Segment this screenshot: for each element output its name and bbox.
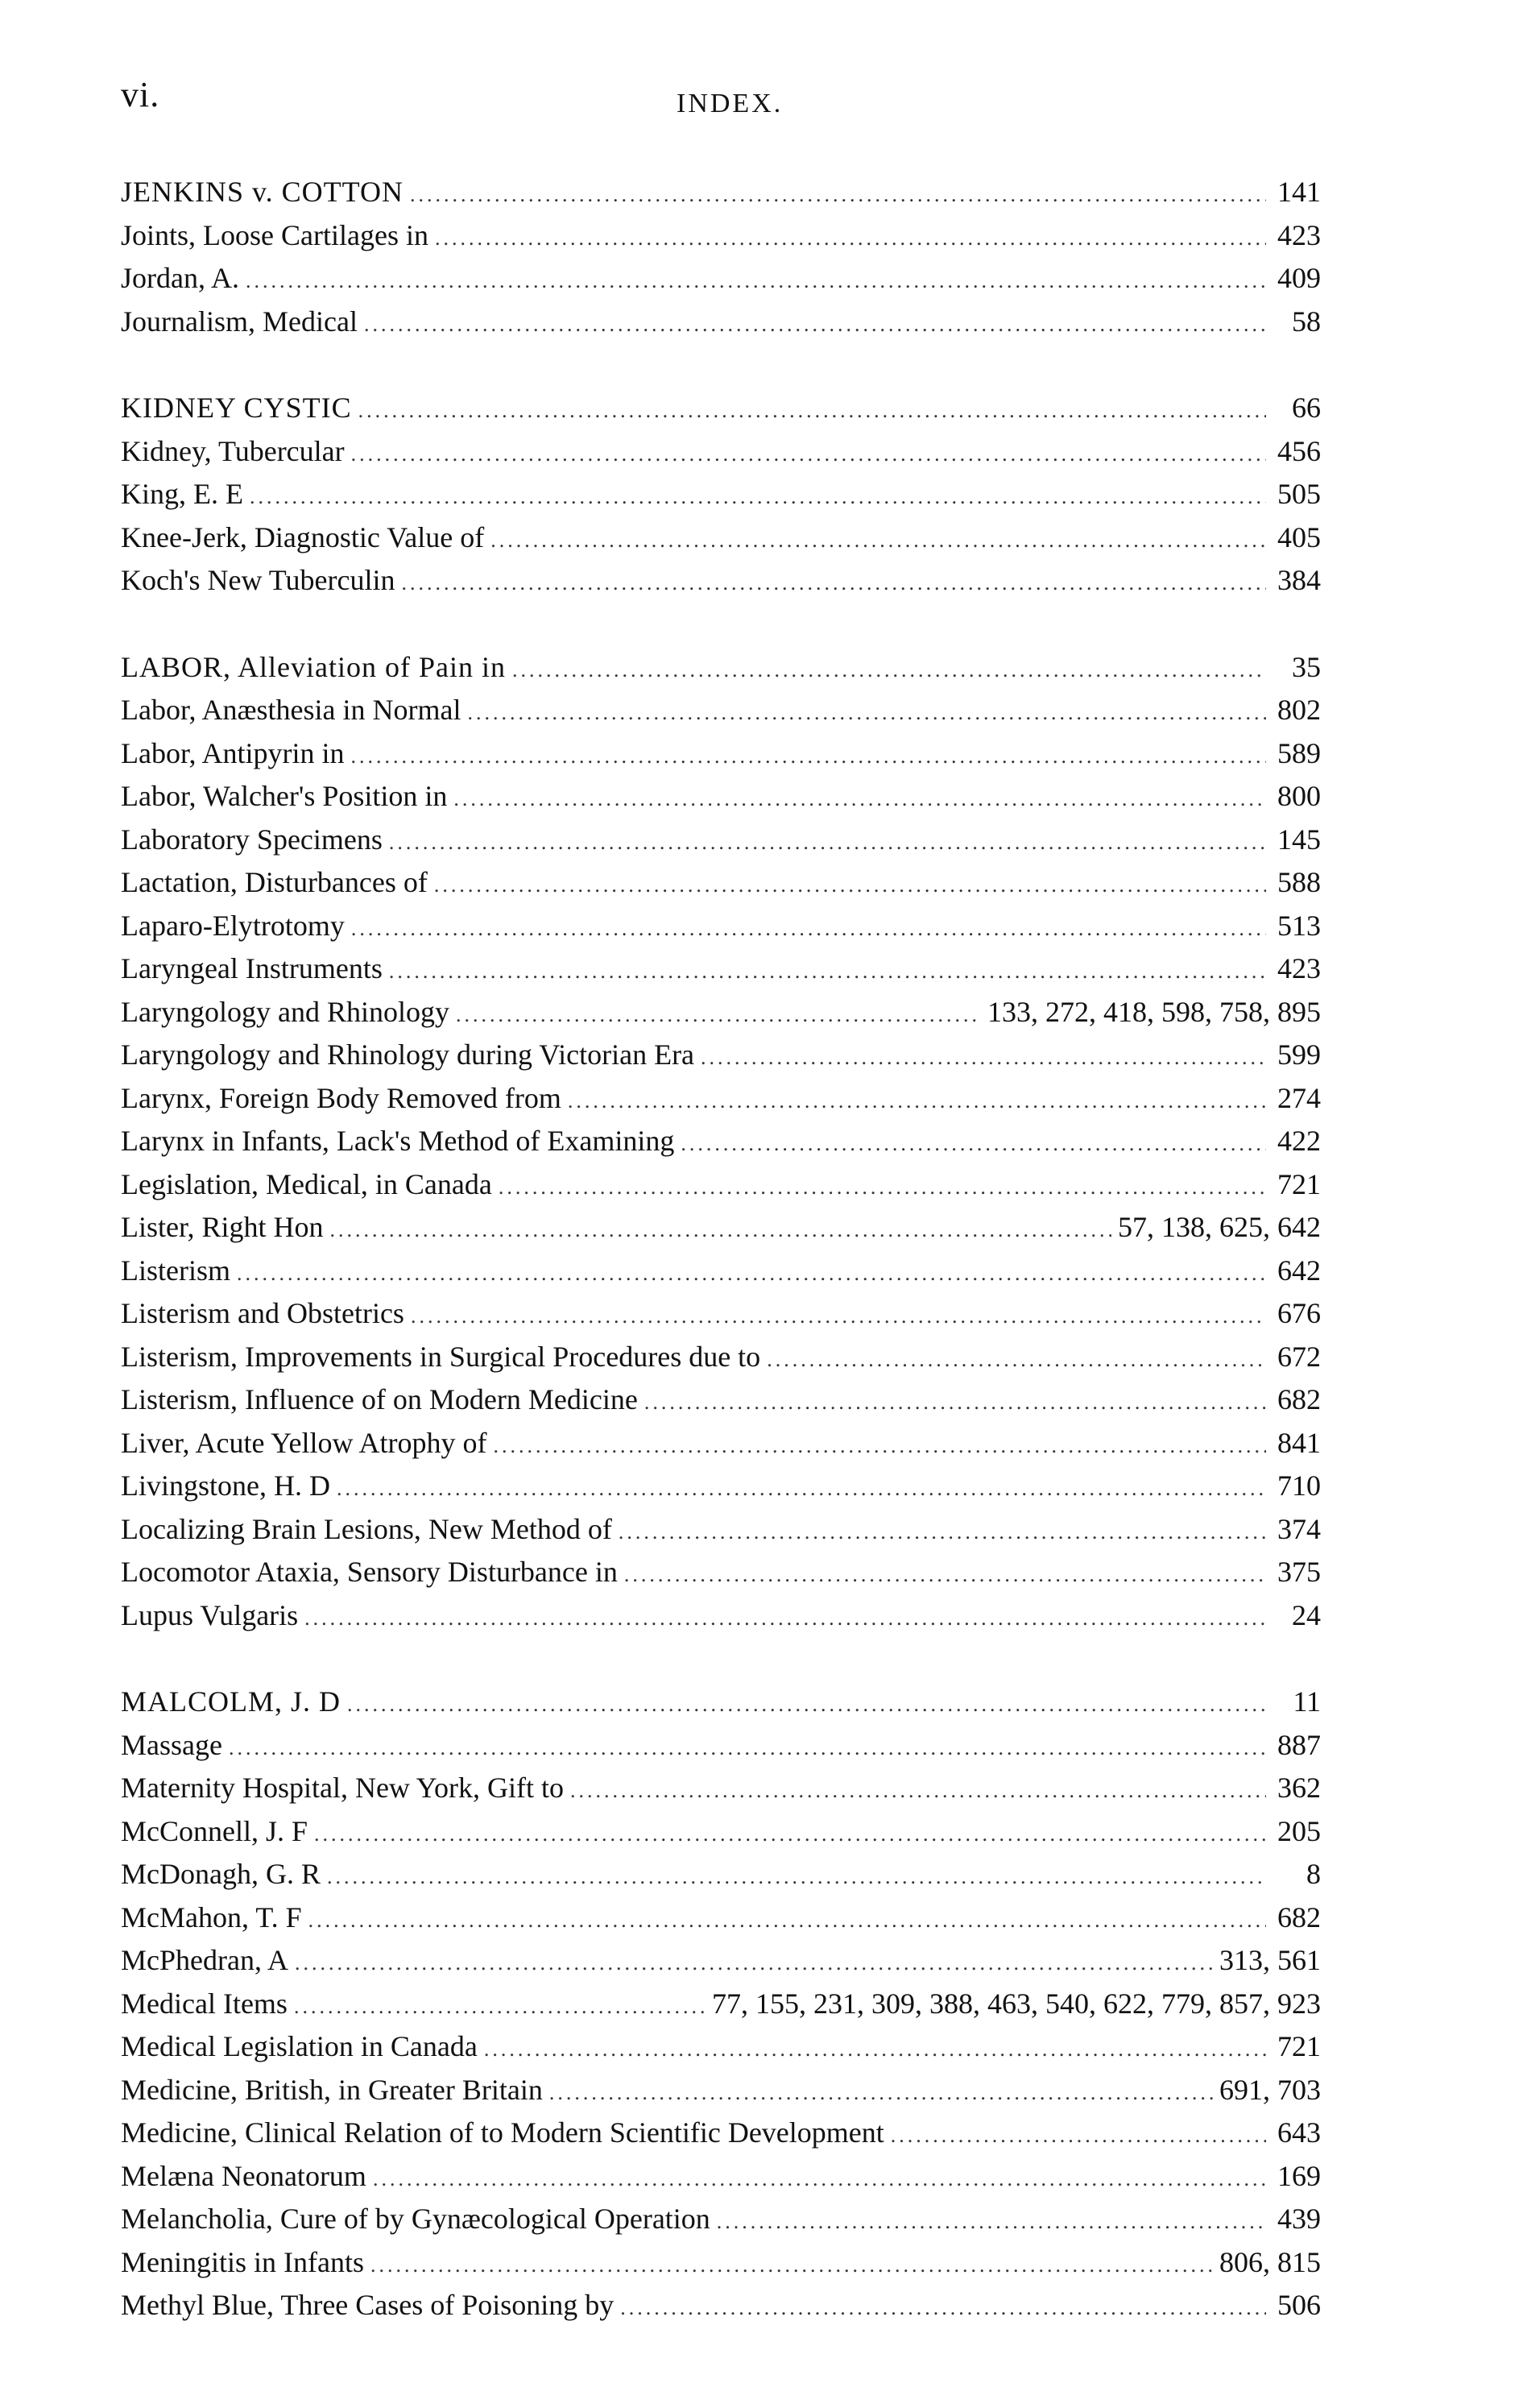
entry-pages: 643 [1277, 2116, 1321, 2149]
dot-leader [314, 1813, 1266, 1856]
entry-pages: 313, 561 [1219, 1944, 1321, 1976]
entry-term: Maternity Hospital, New York, Gift to [121, 1772, 564, 1804]
dot-leader [401, 562, 1266, 605]
entry-pages: 802 [1277, 694, 1321, 726]
entry-pages: 672 [1277, 1340, 1321, 1373]
entry-pages: 589 [1277, 736, 1321, 769]
entry-term: Labor, Walcher's Position in [121, 780, 448, 812]
dot-leader [295, 1942, 1213, 1985]
entry-term: JENKINS v. COTTON [121, 176, 404, 208]
page-header [121, 74, 1329, 122]
entry-term: MALCOLM, J. D [121, 1685, 341, 1718]
entry-pages: 384 [1277, 564, 1321, 596]
index-entry [121, 1077, 1321, 1121]
entry-term: Jordan, A. [121, 262, 239, 294]
index-section [121, 171, 1321, 343]
entry-pages: 141 [1277, 176, 1321, 208]
dot-leader [453, 777, 1266, 821]
entry-term: Methyl Blue, Three Cases of Poisoning by [121, 2289, 615, 2321]
index-entry [121, 1724, 1321, 1768]
dot-leader [351, 433, 1266, 476]
entry-term: Labor, Antipyrin in [121, 736, 345, 769]
index-entry [121, 947, 1321, 991]
entry-pages: 506 [1277, 2289, 1321, 2321]
dot-leader [435, 217, 1266, 260]
entry-term: King, E. E [121, 478, 243, 510]
entry-pages: 145 [1277, 823, 1321, 856]
dot-leader [351, 907, 1266, 951]
index-entry [121, 1163, 1321, 1207]
dot-leader [229, 1726, 1266, 1770]
index-entry [121, 646, 1321, 690]
entry-term: Kidney, Tubercular [121, 434, 345, 467]
entry-term: Melancholia, Cure of by Gynæcological Operation [121, 2203, 710, 2235]
dot-leader [499, 1166, 1266, 1209]
entry-pages: 133, 272, 418, 598, 758, 895 [987, 995, 1321, 1028]
entry-pages: 682 [1277, 1900, 1321, 1933]
entry-pages: 682 [1277, 1383, 1321, 1415]
entry-pages: 513 [1277, 909, 1321, 942]
entry-pages: 8 [1306, 1858, 1321, 1890]
entry-pages: 24 [1292, 1598, 1321, 1631]
entry-term: KIDNEY CYSTIC [121, 392, 352, 424]
index-entry [121, 2155, 1321, 2199]
entry-term: Liver, Acute Yellow Atrophy of [121, 1426, 487, 1459]
dot-leader [549, 2071, 1213, 2115]
entry-pages: 887 [1277, 1728, 1321, 1761]
entry-pages: 409 [1277, 262, 1321, 294]
index-entry [121, 2198, 1321, 2241]
entry-pages: 423 [1277, 218, 1321, 251]
entry-term: Listerism, Influence of on Modern Medicine [121, 1383, 638, 1415]
entry-term: Lupus Vulgaris [121, 1598, 299, 1631]
entry-term: Knee-Jerk, Diagnostic Value of [121, 520, 485, 553]
entry-term: Lactation, Disturbances of [121, 866, 428, 898]
entry-pages: 710 [1277, 1469, 1321, 1502]
entry-pages: 374 [1277, 1512, 1321, 1545]
index-entry [121, 905, 1321, 948]
entry-term: Joints, Loose Cartilages in [121, 218, 428, 251]
index-entry [121, 689, 1321, 732]
entry-pages: 505 [1277, 478, 1321, 510]
index-entry [121, 1034, 1321, 1077]
entry-term: Laparo-Elytrotomy [121, 909, 345, 942]
entry-pages: 456 [1277, 434, 1321, 467]
dot-leader [570, 1769, 1266, 1813]
entry-pages: 405 [1277, 520, 1321, 553]
dot-leader [619, 1511, 1266, 1554]
entry-term: McDonagh, G. R [121, 1858, 321, 1890]
dot-leader [468, 691, 1267, 735]
index-section [121, 646, 1321, 1638]
entry-term: Laboratory Specimens [121, 823, 383, 856]
entry-term: Melæna Neonatorum [121, 2159, 366, 2192]
dot-leader [337, 1467, 1266, 1511]
entry-pages: 11 [1293, 1685, 1321, 1718]
dot-leader [389, 950, 1266, 993]
index-entry [121, 1853, 1321, 1896]
index-entry [121, 1810, 1321, 1854]
dot-leader [364, 303, 1266, 346]
dot-leader [327, 1855, 1266, 1899]
dot-leader [568, 1080, 1266, 1123]
index-entry [121, 1336, 1321, 1379]
dot-leader [434, 864, 1266, 907]
index-entry [121, 1120, 1321, 1163]
dot-leader [410, 173, 1266, 217]
entry-term: LABOR, Alleviation of Pain in [121, 650, 506, 683]
entry-term: Larynx in Infants, Lack's Method of Examining [121, 1125, 675, 1157]
index-entry [121, 1896, 1321, 1940]
index-entry [121, 516, 1321, 560]
entry-pages: 721 [1277, 1167, 1321, 1200]
dot-leader [370, 2244, 1213, 2287]
page-number: vi. [121, 75, 160, 114]
dot-leader [358, 389, 1266, 433]
dot-leader [237, 1252, 1266, 1295]
entry-term: Meningitis in Infants [121, 2245, 364, 2278]
entry-pages: 362 [1277, 1772, 1321, 1804]
index-entry [121, 1465, 1321, 1508]
entry-term: Koch's New Tuberculin [121, 564, 395, 596]
index-entry [121, 2112, 1321, 2155]
index-body [121, 171, 1321, 2327]
entry-term: Medicine, British, in Greater Britain [121, 2073, 543, 2106]
entry-pages: 375 [1277, 1556, 1321, 1588]
index-section [121, 1681, 1321, 2327]
entry-pages: 642 [1277, 1254, 1321, 1287]
dot-leader [456, 993, 981, 1037]
dot-leader [484, 2028, 1266, 2071]
dot-leader [717, 2200, 1266, 2244]
dot-leader [347, 1683, 1266, 1726]
entry-pages: 599 [1277, 1038, 1321, 1071]
entry-pages: 806, 815 [1219, 2245, 1321, 2278]
dot-leader [767, 1338, 1266, 1382]
index-entry [121, 300, 1321, 344]
entry-term: Listerism [121, 1254, 230, 1287]
entry-pages: 66 [1292, 392, 1321, 424]
entry-pages: 439 [1277, 2203, 1321, 2235]
entry-term: Listerism and Obstetrics [121, 1297, 404, 1329]
entry-pages: 35 [1292, 650, 1321, 683]
entry-term: McMahon, T. F [121, 1900, 302, 1933]
entry-pages: 57, 138, 625, 642 [1118, 1211, 1321, 1243]
index-entry [121, 2284, 1321, 2327]
index-entry [121, 1508, 1321, 1552]
entry-pages: 691, 703 [1219, 2073, 1321, 2106]
entry-pages: 274 [1277, 1081, 1321, 1114]
entry-term: Laryngology and Rhinology [121, 995, 449, 1028]
index-entry [121, 387, 1321, 430]
dot-leader [411, 1295, 1266, 1338]
dot-leader [389, 821, 1266, 864]
entry-term: Livingstone, H. D [121, 1469, 330, 1502]
index-entry [121, 991, 1321, 1034]
index-entry [121, 775, 1321, 819]
entry-term: Laryngology and Rhinology during Victorian Era [121, 1038, 695, 1071]
dot-leader [308, 1899, 1266, 1942]
dot-leader [644, 1381, 1266, 1424]
index-entry [121, 1292, 1321, 1336]
dot-leader [494, 1424, 1266, 1468]
entry-pages: 588 [1277, 866, 1321, 898]
entry-term: Massage [121, 1728, 222, 1761]
entry-pages: 205 [1277, 1814, 1321, 1847]
index-entry [121, 1551, 1321, 1594]
entry-term: Lister, Right Hon [121, 1211, 324, 1243]
index-section [121, 387, 1321, 603]
index-entry [121, 1939, 1321, 1983]
index-entry [121, 732, 1321, 776]
index-entry [121, 214, 1321, 258]
dot-leader [681, 1122, 1266, 1166]
index-entry [121, 257, 1321, 300]
index-entry [121, 819, 1321, 862]
dot-leader [624, 1553, 1266, 1597]
dot-leader [490, 519, 1266, 562]
dot-leader [620, 2286, 1266, 2330]
index-entry [121, 1206, 1321, 1250]
entry-term: Medical Items [121, 1987, 288, 2020]
entry-pages: 422 [1277, 1125, 1321, 1157]
entry-term: Journalism, Medical [121, 305, 358, 338]
entry-pages: 77, 155, 231, 309, 388, 463, 540, 622, 779, 857, 923 [712, 1987, 1321, 2020]
index-entry [121, 171, 1321, 214]
index-entry [121, 1378, 1321, 1422]
index-entry [121, 1250, 1321, 1293]
entry-term: Labor, Anæsthesia in Normal [121, 694, 461, 726]
dot-leader [373, 2157, 1266, 2201]
index-entry [121, 473, 1321, 516]
entry-term: Legislation, Medical, in Canada [121, 1167, 492, 1200]
entry-term: McPhedran, A [121, 1944, 288, 1976]
dot-leader [330, 1208, 1111, 1252]
entry-pages: 721 [1277, 2030, 1321, 2062]
entry-term: McConnell, J. F [121, 1814, 308, 1847]
index-entry [121, 1983, 1321, 2026]
entry-term: Locomotor Ataxia, Sensory Disturbance in [121, 1556, 618, 1588]
page-title: INDEX. [677, 89, 784, 118]
entry-pages: 676 [1277, 1297, 1321, 1329]
index-entry [121, 2025, 1321, 2069]
dot-leader [294, 1985, 706, 2029]
index-entry [121, 2069, 1321, 2112]
dot-leader [304, 1597, 1266, 1640]
entry-term: Localizing Brain Lesions, New Method of [121, 1512, 612, 1545]
index-entry [121, 2241, 1321, 2285]
index-entry [121, 430, 1321, 474]
index-entry [121, 1681, 1321, 1724]
dot-leader [250, 475, 1266, 519]
entry-term: Medicine, Clinical Relation of to Modern Scientific Development [121, 2116, 884, 2149]
entry-pages: 58 [1292, 305, 1321, 338]
entry-pages: 800 [1277, 780, 1321, 812]
dot-leader [351, 735, 1266, 778]
entry-term: Laryngeal Instruments [121, 952, 383, 984]
dot-leader [512, 649, 1266, 692]
dot-leader [701, 1036, 1266, 1080]
entry-term: Listerism, Improvements in Surgical Procedures due to [121, 1340, 761, 1373]
index-entry [121, 861, 1321, 905]
dot-leader [246, 259, 1266, 303]
index-entry [121, 1594, 1321, 1638]
index-entry [121, 1767, 1321, 1810]
entry-pages: 169 [1277, 2159, 1321, 2192]
entry-term: Medical Legislation in Canada [121, 2030, 478, 2062]
index-entry [121, 1422, 1321, 1465]
entry-pages: 841 [1277, 1426, 1321, 1459]
dot-leader [891, 2114, 1266, 2157]
index-entry [121, 559, 1321, 603]
entry-term: Larynx, Foreign Body Removed from [121, 1081, 561, 1114]
entry-pages: 423 [1277, 952, 1321, 984]
